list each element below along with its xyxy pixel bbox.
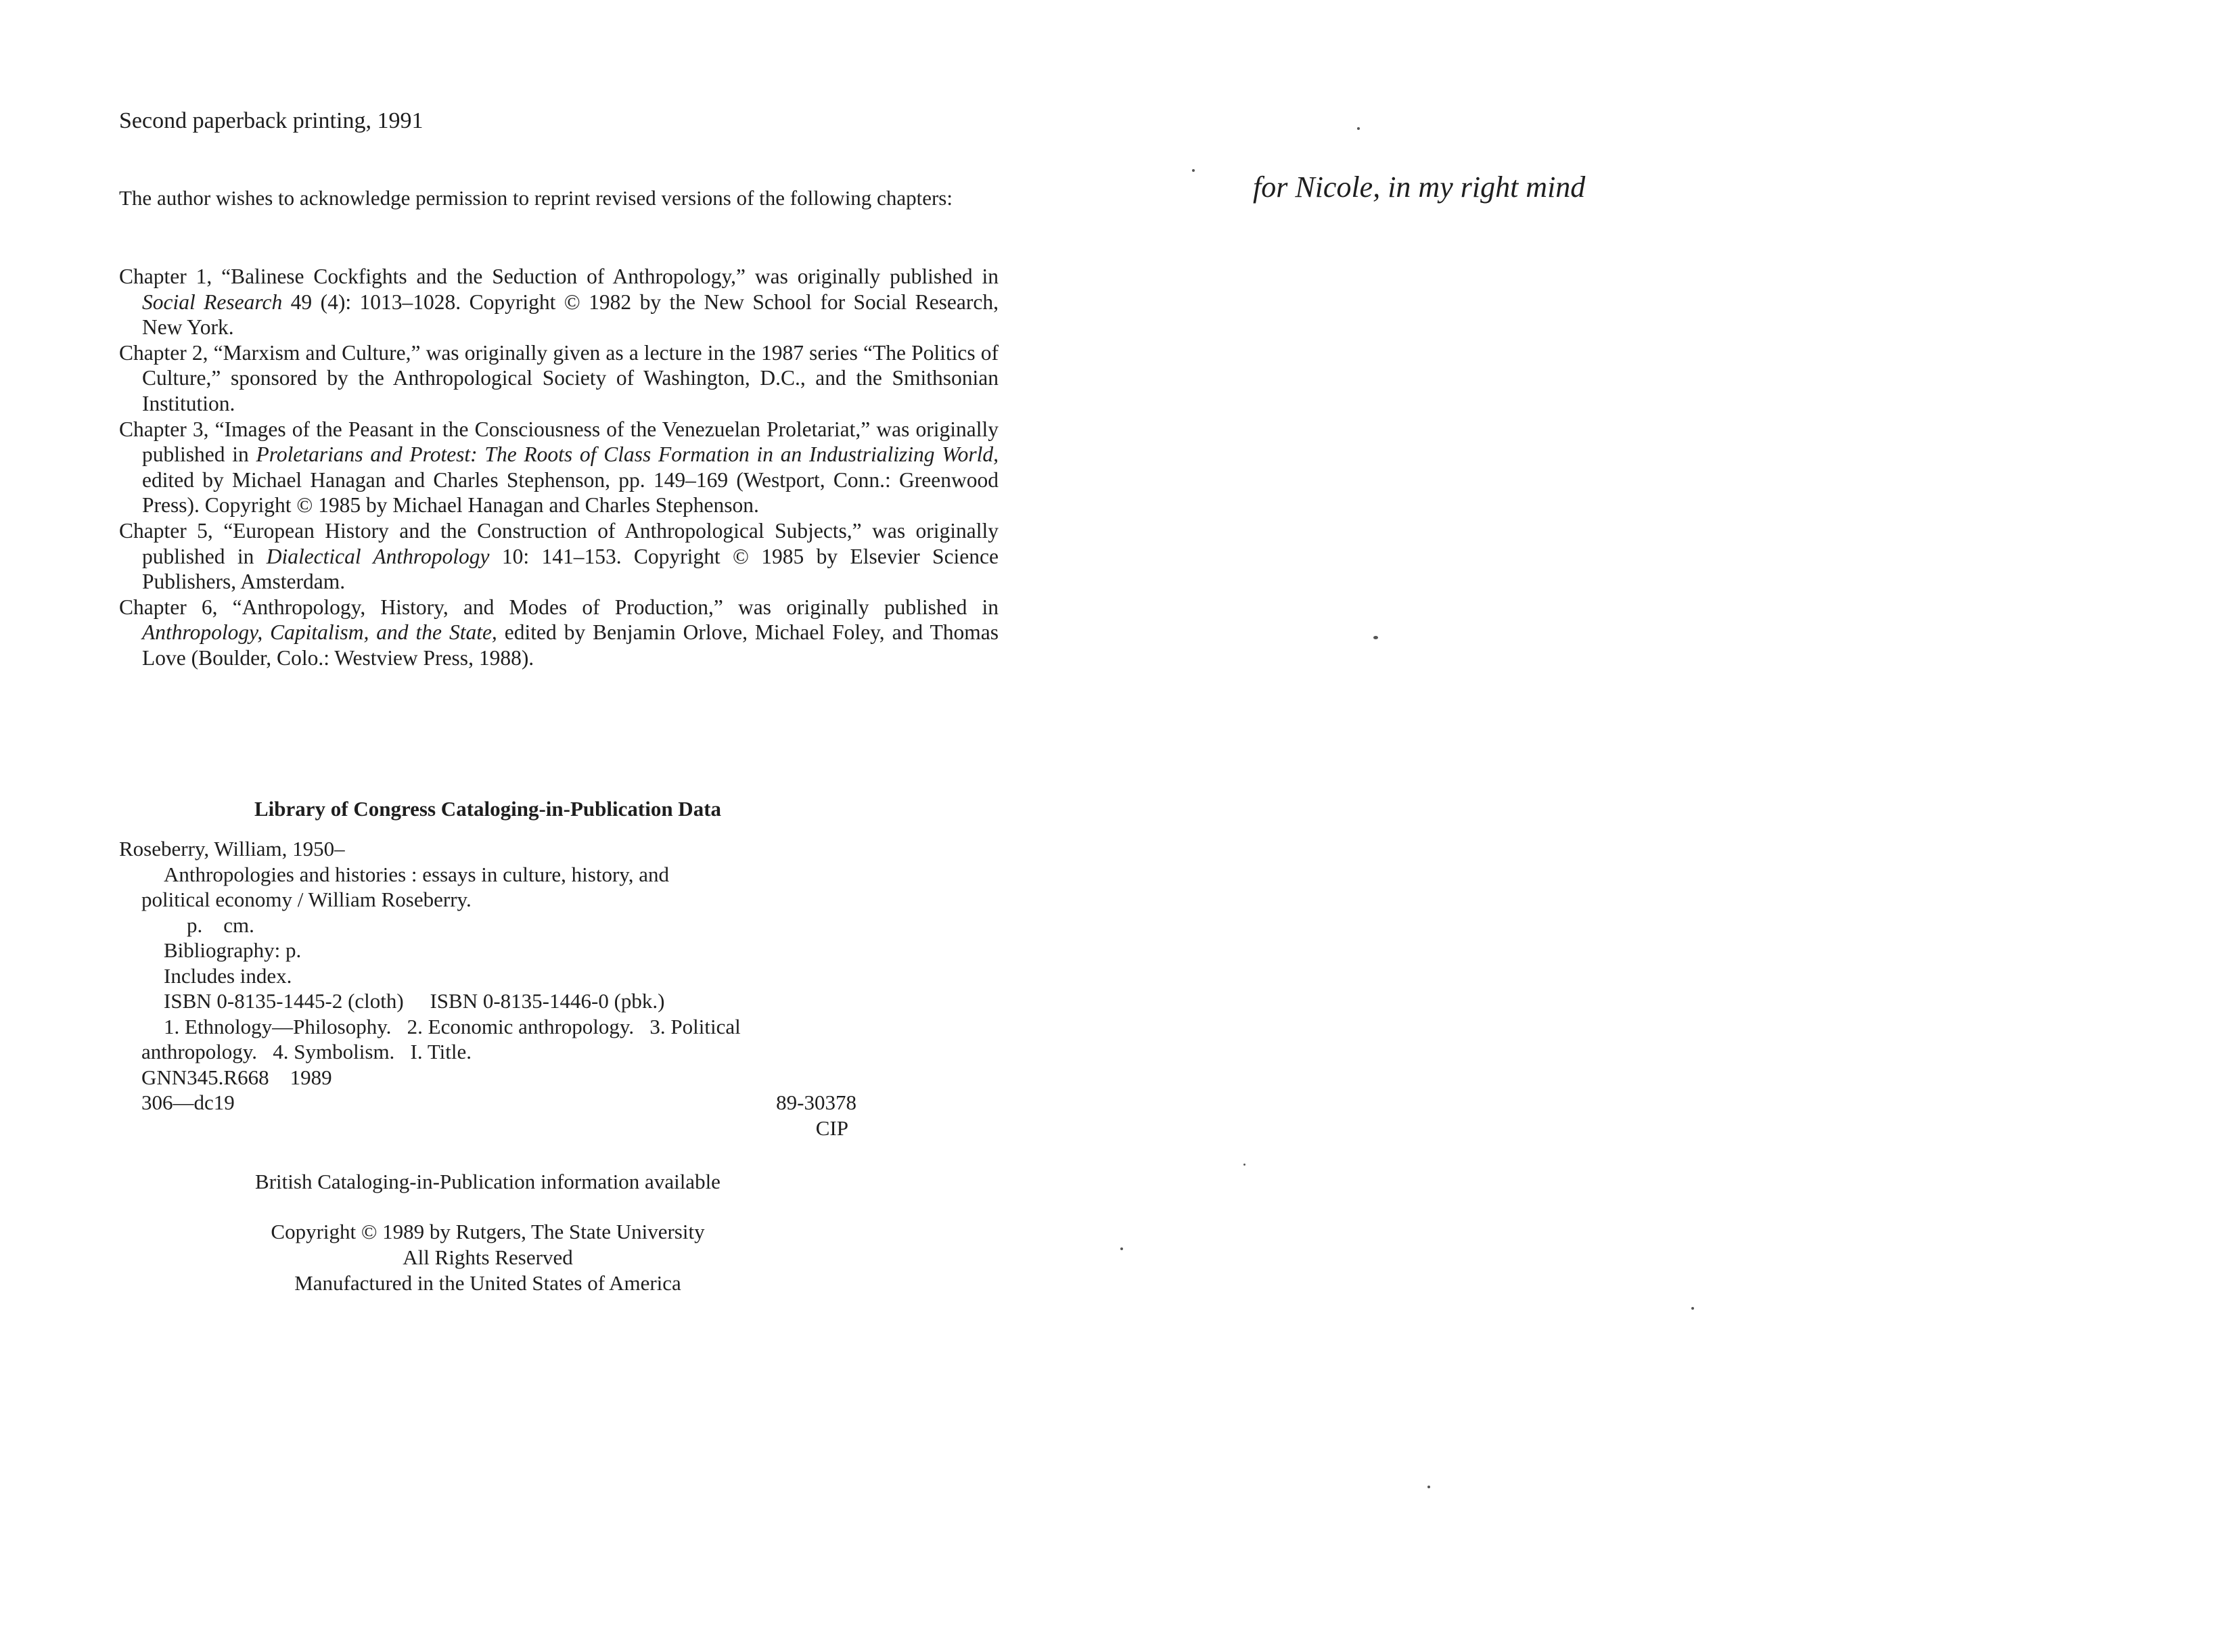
scan-speck [1120, 1247, 1123, 1250]
scan-speck [1691, 1307, 1694, 1310]
cip-lccn: 89-30378 [776, 1091, 856, 1114]
cip-pages: p. cm. [187, 913, 254, 937]
journal-title: Dialectical Anthropology [266, 544, 490, 568]
scan-speck [1357, 127, 1360, 130]
scan-speck [1427, 1486, 1430, 1488]
credit-chapter-5: Chapter 5, “European History and the Construction of Anthropological Subjects,” was originally published in Dialectical Anthropology 10: 141–153. Copyright © 1985 by Elsevier Science Publishers, Amsterdam. [119, 518, 999, 594]
book-title: Anthropology, Capitalism, and the State, [142, 620, 497, 645]
cip-index: Includes index. [164, 963, 292, 988]
cip-title-line-1: Anthropologies and histories : essays in culture, history, and [164, 862, 670, 886]
cip-title: Library of Congress Cataloging-in-Publication Data [254, 797, 722, 821]
printing-note: Second paperback printing, 1991 [119, 108, 424, 133]
credit-chapter-2: Chapter 2, “Marxism and Culture,” was originally given as a lecture in the 1987 series “The Politics of Culture,” sponsored by the Anthropological Society of Washington, D.C., and the Smithsonian Institution. [119, 340, 999, 415]
cip-dewey: 306—dc19 [141, 1091, 235, 1114]
chapter-credits [119, 264, 999, 671]
credit-chapter-3: Chapter 3, “Images of the Peasant in the Consciousness of the Venezuelan Proletariat,” was originally published in Proletarians and Protest: The Roots of Class Formation in an Industrializing World, edited by Michael Hanagan and Charles Stephenson, pp. 149–169 (Westport, Conn.: Greenwood Press). Copyright © 1985 by Michael Hanagan and Charles Stephenson. [119, 417, 999, 518]
cip-label-row [119, 1116, 856, 1141]
manufactured-line: Manufactured in the United States of America [294, 1271, 681, 1295]
scan-speck [1192, 169, 1195, 172]
copyright-line: Copyright © 1989 by Rutgers, The State University [271, 1220, 705, 1243]
copyright-block [119, 1219, 856, 1296]
rights-line: All Rights Reserved [403, 1245, 573, 1269]
scan-speck [1243, 1164, 1245, 1166]
cip-author: Roseberry, William, 1950– [119, 837, 345, 861]
dedication-text: for Nicole, in my right mind [1253, 170, 1586, 204]
cip-title-line-2: political economy / William Roseberry. [141, 888, 472, 911]
credit-chapter-1: Chapter 1, “Balinese Cockfights and the Seduction of Anthropology,” was originally published in Social Research 49 (4): 1013–1028. Copyright © 1982 by the New School for Social Research, New York. [119, 265, 999, 340]
cip-subjects-line-2: anthropology. 4. Symbolism. I. Title. [141, 1040, 472, 1063]
cip-subjects-line-1: 1. Ethnology—Philosophy. 2. Economic anthropology. 3. Political [164, 1014, 741, 1038]
dedication-page [1253, 170, 1585, 204]
cip-dewey-row [119, 1090, 856, 1116]
cip-bibliography: Bibliography: p. [164, 938, 302, 962]
journal-title: Social Research [142, 290, 283, 314]
british-cip-note: British Cataloging-in-Publication information available [255, 1170, 720, 1193]
cip-isbn: ISBN 0-8135-1445-2 (cloth) ISBN 0-8135-1446-0 (pbk.) [164, 989, 665, 1013]
cip-call-number: GNN345.R668 1989 [141, 1065, 332, 1089]
cip-label: CIP [815, 1116, 848, 1140]
acknowledgement-text: The author wishes to acknowledge permission to reprint revised versions of the following chapters: [119, 186, 953, 210]
copyright-page [119, 108, 999, 1295]
cip-data-block [119, 797, 856, 1141]
book-title: Proletarians and Protest: The Roots of Class Formation in an Industrializing World, [256, 442, 999, 467]
scan-speck [1373, 636, 1378, 639]
credit-chapter-6: Chapter 6, “Anthropology, History, and Modes of Production,” was originally published in Anthropology, Capitalism, and the State, edited by Benjamin Orlove, Michael Foley, and Thomas Love (Boulder, Colo.: Westview Press, 1988). [119, 595, 999, 670]
